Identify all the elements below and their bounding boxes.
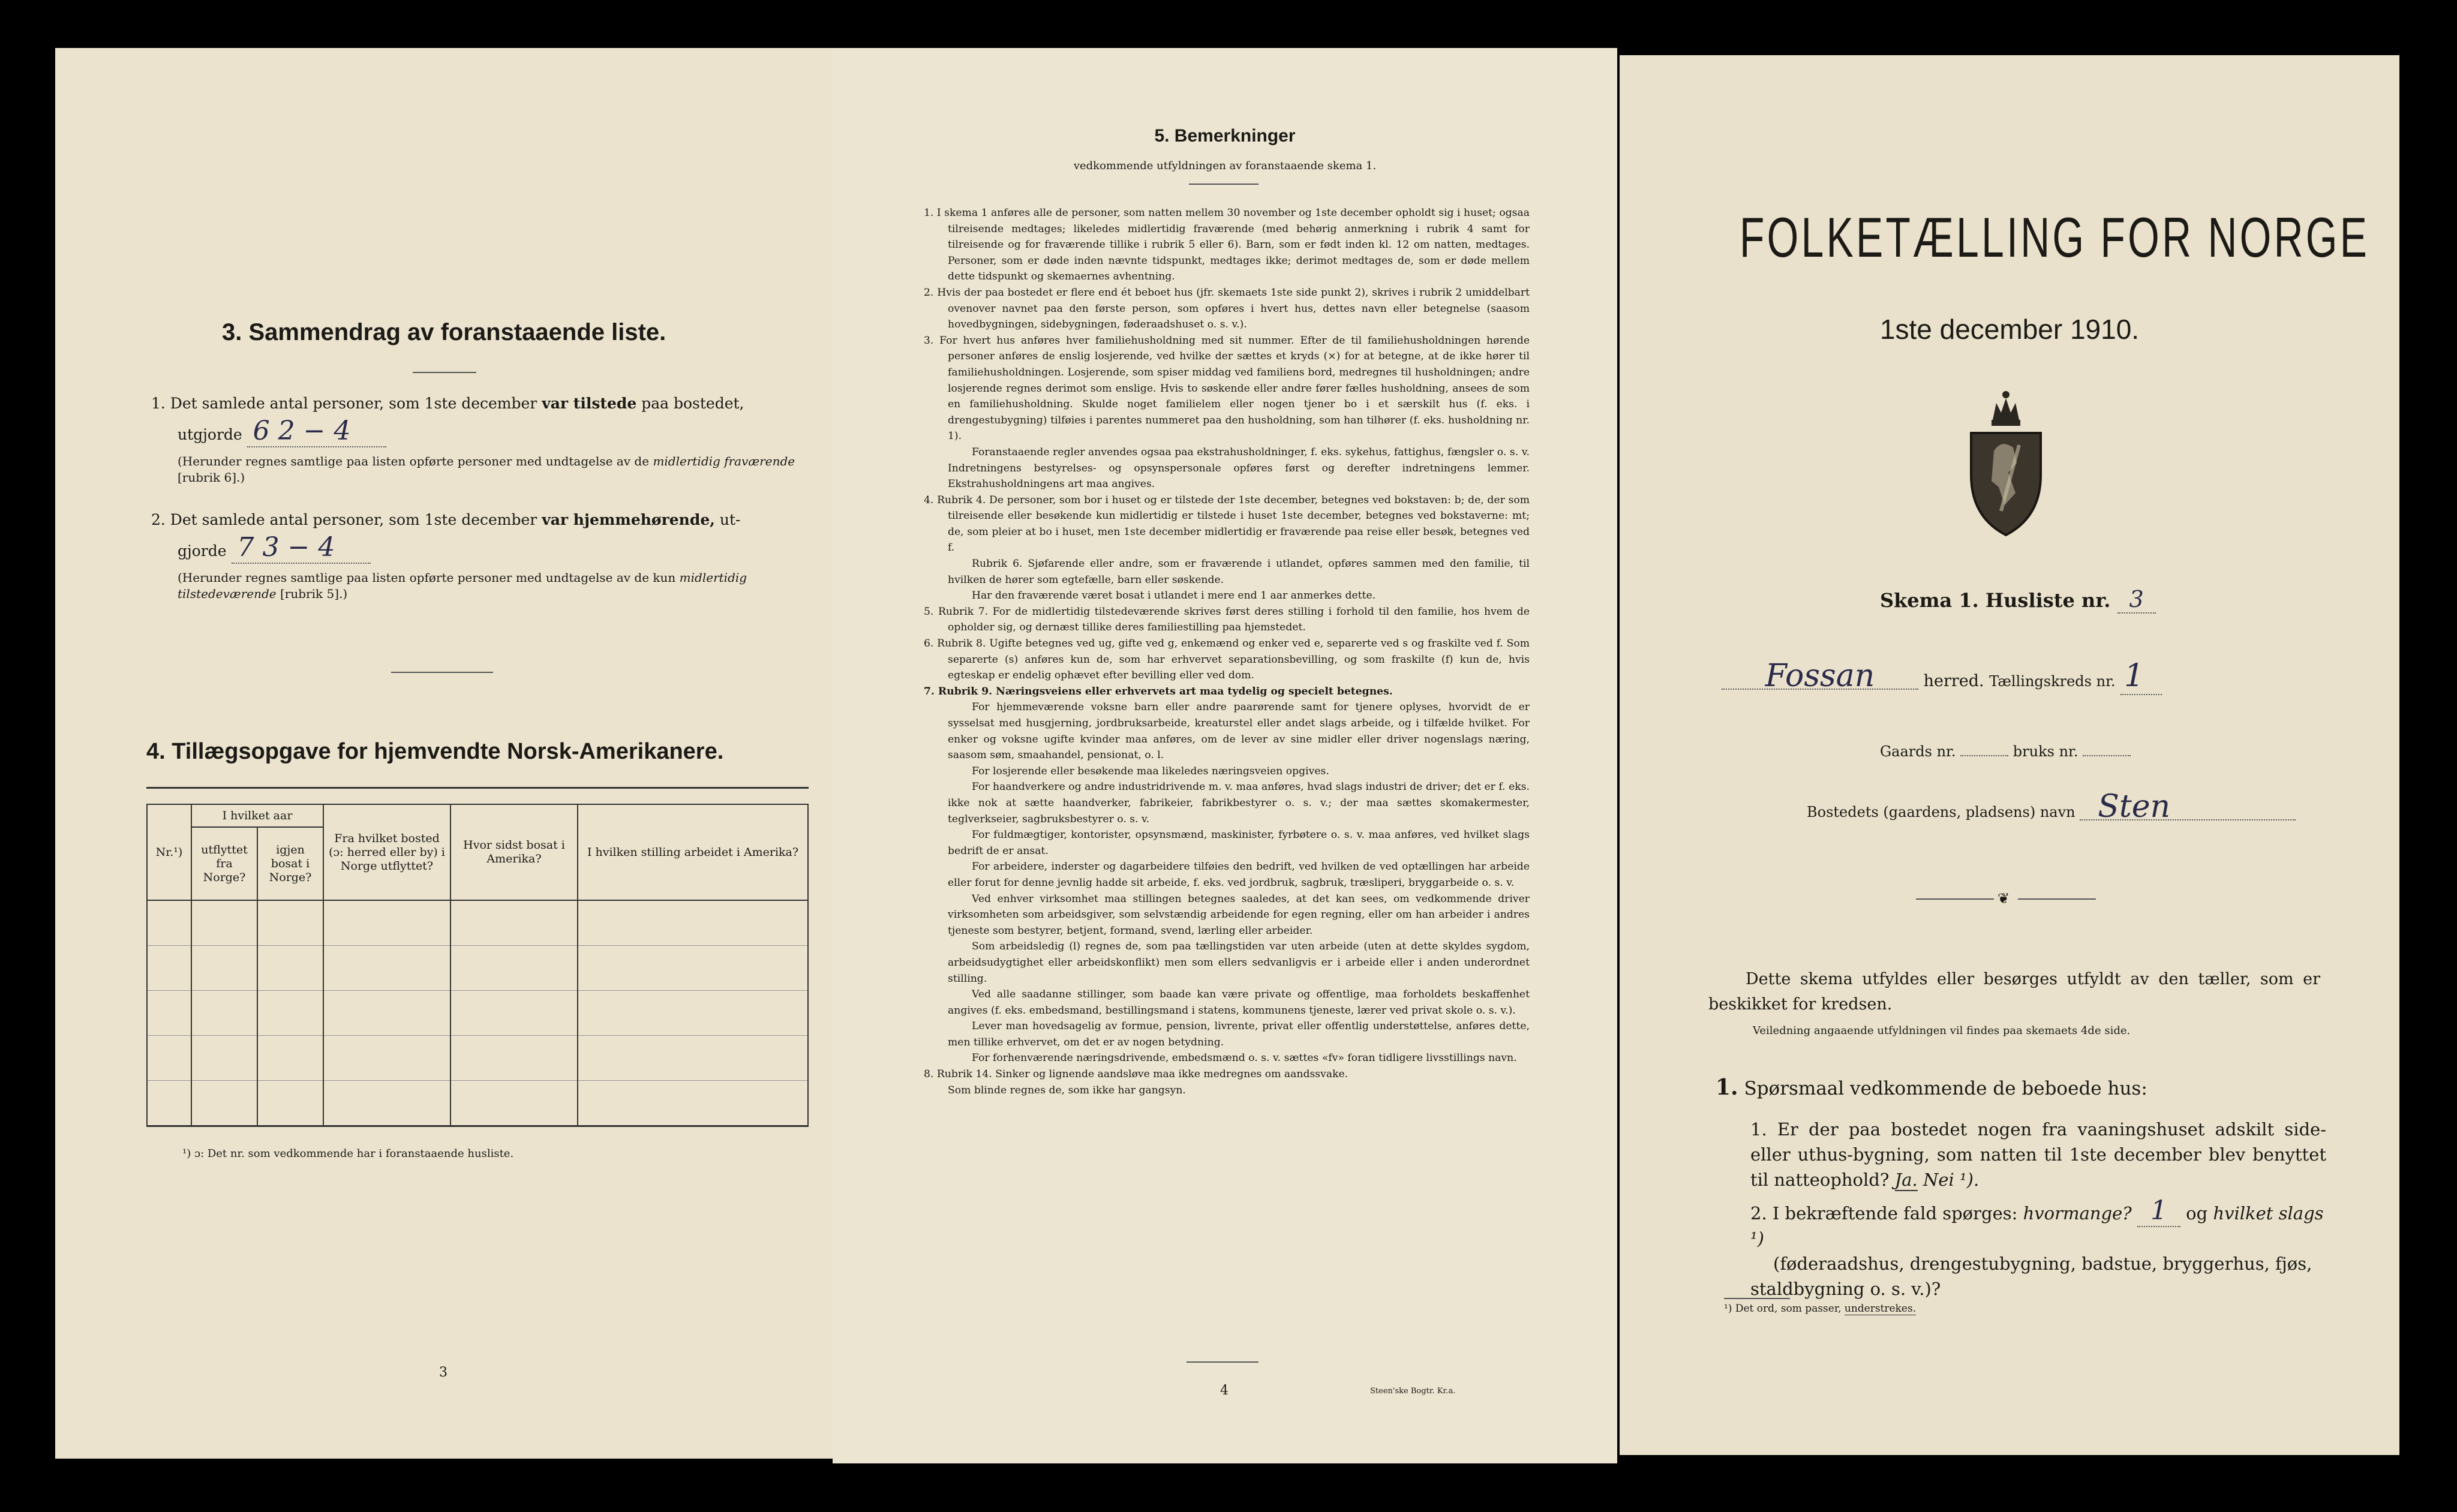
question-2-slags: hvilket slags ¹) — [1750, 1203, 2324, 1249]
kreds-label: Tællingskreds nr. — [1989, 673, 2116, 690]
intro-text: Dette skema utfyldes eller besørges utfyldt av den tæller, som er beskikket for kredsen. — [1708, 970, 2320, 1014]
item-bold: var hjemmehørende, — [542, 511, 715, 528]
remark-4b: Rubrik 6. Sjøfarende eller andre, som er fraværende i utlandet, opføres sammen med den familie, til hvilken de hører som egtefælle, barn eller søskende. — [948, 558, 1530, 586]
remark-6: 6. Rubrik 8. Ugifte betegnes ved ug, gifte ved g, enkemænd og enker ved e, separerte ved s og fraskilte ved f. Som separerte (s) anføres kun de, som har erhvervet separationsbevilling, og som fraskilte (f) kun de, hvis egteskap er endelig ophævet efter bevilling eller ved dom. — [924, 638, 1530, 682]
divider — [1916, 898, 1994, 900]
section4-heading: 4. Tillægsopgave for hjemvendte Norsk-Amerikanere. — [146, 739, 724, 764]
footnote-underlined: understrekes. — [1844, 1303, 1917, 1315]
table-row — [147, 991, 808, 1036]
cover-title: FOLKETÆLLING FOR NORGE — [1740, 206, 2370, 269]
note-text: [rubrik 5].) — [280, 587, 348, 601]
divider — [391, 672, 493, 673]
question-1-text: 1. Er der paa bostedet nogen fra vaaningshuset adskilt side- eller uthus-bygning, som natten til 1ste december blev benyttet til natteophold? — [1750, 1119, 2326, 1190]
col-stilling: I hvilken stilling arbeidet i Amerika? — [578, 804, 808, 900]
remark-8: 8. Rubrik 14. Sinker og lignende aandsløve maa ikke medregnes om aandssvake. — [924, 1068, 1348, 1081]
section3-heading: 3. Sammendrag av foranstaaende liste. — [222, 319, 666, 345]
col-group-year: I hvilket aar — [191, 804, 323, 827]
remark-8b: Som blinde regnes de, som ikke har gangsyn. — [948, 1084, 1186, 1096]
footnote-text: ¹) Det ord, som passer, — [1724, 1303, 1842, 1315]
norsk-amerikanere-table — [146, 804, 809, 1127]
summary-item-1 — [151, 391, 811, 416]
summary-item-2 — [151, 507, 811, 533]
remark-7d: For haandverkere og andre industridrivende m. v. maa anføres, hvad slags industri de driver; det er f. eks. ikke nok at sætte haandverker, fabrikeier, fabrikbestyrer o. s. v.; der maa sættes skomakermester, teglverkseier, sagbruksbestyrer o. s. v. — [948, 781, 1530, 825]
summary-item-1-utgjorde — [178, 416, 386, 447]
gaard-label: Gaards nr. — [1880, 743, 1956, 760]
remark-7k: For forhenværende næringsdrivende, embedsmænd o. s. v. sættes «fv» foran tidligere livsstillings navn. — [972, 1052, 1517, 1065]
remark-4c: Har den fraværende været bosat i utlandet i mere end 1 aar anmerkes dette. — [972, 590, 1376, 602]
summary-item-1-note — [178, 453, 813, 486]
divider — [2018, 898, 2096, 900]
middle-page — [833, 48, 1617, 1463]
bosted-label: Bostedets (gaardens, pladsens) navn — [1807, 804, 2075, 820]
cover-page — [1620, 55, 2399, 1455]
remark-3: 3. For hvert hus anføres hver familiehusholdning med sit nummer. Efter de til familiehusholdningen hørende personer anføres de enslig losjerende, ved hvilke der sættes et kryds (×) for at betegne, at de ikke hører til familiehusholdningen. Losjerende, som spiser middag ved familiens bord, medregnes til husholdningen; andre losjerende regnes derimot som enslige. Hvis to søskende eller andre fører fælles husholdning, ansees de som en familiehusholdning. Skulde noget familielem eller nogen tjener bo i et særskilt hus (f. eks. i drengestubygning) tilføies i parentes nummeret paa den husholdning, som han tilhører (f. eks. husholdning nr. 1). — [924, 334, 1530, 443]
question-2 — [1750, 1195, 2326, 1301]
item-text: paa bostedet, — [641, 395, 744, 412]
remark-7e: For fuldmægtiger, kontorister, opsynsmænd, maskinister, fyrbøtere o. s. v. maa anføres, ved hvilket slags bedrift de er ansat. — [948, 829, 1530, 857]
veiledning-text: Veiledning angaaende utfyldningen vil findes paa skemaets 4de side. — [1753, 1024, 2131, 1037]
questions-heading — [1716, 1075, 2147, 1101]
printer-imprint: Steen'ske Bogtr. Kr.a. — [1370, 1387, 1456, 1396]
questions-heading-text: Spørsmaal vedkommende de beboede hus: — [1744, 1078, 2147, 1099]
item-bold: var tilstede — [542, 395, 637, 412]
col-hvor: Hvor sidst bosat i Amerika? — [450, 804, 578, 900]
divider — [413, 372, 476, 373]
remark-4: 4. Rubrik 4. De personer, som bor i huset og er tilstede der 1ste december, betegnes ved bokstaven: b; de, der som tilreisende eller besøkende kun midlertidig er tilstede i huset 1ste december, betegnes ved bokstaverne: mt; de, som pleier at bo i huset, men 1ste december midlertidig er fraværende paa reise eller besøk, betegnes ved f. — [924, 494, 1530, 554]
table-top-rule — [146, 787, 809, 789]
question-2-og: og — [2186, 1203, 2208, 1224]
divider — [1724, 1298, 1790, 1299]
note-text: [rubrik 6].) — [178, 470, 245, 485]
col-fra: Fra hvilket bosted (ɔ: herred eller by) i Norge utflyttet? — [323, 804, 450, 900]
bruk-label: bruks nr. — [2013, 743, 2078, 760]
resident-count-value: 7 3 − 4 — [232, 532, 371, 564]
remarks-body — [924, 205, 1530, 1098]
remark-3b: Foranstaaende regler anvendes ogsaa paa ekstrahusholdninger, f. eks. sykehus, fattighus, fængsler o. s. v. Indretningens bestyrelses- og opsynspersonale opføres først og derefter indretningens lemmer. Ekstrahusholdningens art maa angives. — [948, 446, 1530, 491]
answer-ja: Ja. — [1894, 1170, 1918, 1190]
utgjorde-label: gjorde — [178, 542, 227, 560]
table-row — [147, 946, 808, 991]
question-1 — [1750, 1117, 2326, 1192]
table-row — [147, 900, 808, 946]
item-text: 2. Det samlede antal personer, som 1ste december — [151, 511, 537, 528]
item-text: 1. Det samlede antal personer, som 1ste december — [151, 395, 537, 412]
herred-value: Fossan — [1722, 663, 1918, 690]
note-text: (Herunder regnes samtlige paa listen opførte personer med undtagelse av de kun — [178, 570, 676, 585]
answer-nei: Nei ¹). — [1923, 1170, 1980, 1190]
questions-heading-number: 1. — [1716, 1075, 1738, 1100]
note-italic: midlertidig fraværende — [653, 454, 795, 468]
herred-label: herred. — [1923, 672, 1984, 690]
item-text: ut- — [719, 511, 741, 528]
remarks-heading: 5. Bemerkninger — [1154, 126, 1296, 146]
col-utflyttet: utflyttet fra Norge? — [191, 827, 257, 900]
norwegian-coat-of-arms-icon — [1965, 385, 2047, 539]
divider — [1189, 184, 1258, 185]
gaard-line — [1880, 739, 2131, 764]
remark-1: 1. I skema 1 anføres alle de personer, som natten mellem 30 november og 1ste december opholdt sig i huset; ogsaa tilreisende medtages; likeledes midlertidig fraværende (med behørig anmerkning i rubrik 4 samt for tilreisende og for fraværende tillike i rubrik 5 eller 6). Barn, som er født inden kl. 12 om natten, medtages. Personer, som er døde inden nævnte tidspunkt, medtages ikke; derimot medtages de, som er døde mellem dette tidspunkt og skemaernes avhentning. — [924, 207, 1530, 283]
left-page — [55, 48, 833, 1459]
remark-7f: For arbeidere, inderster og dagarbeidere tilføies den bedrift, ved hvilken de ved optællingen har arbeide eller forut for denne jevnlig hadde sit arbeide, f. eks. ved jordbruk, sagbruk, træsliperi, bryggarbeide o. s. v. — [948, 861, 1530, 889]
remark-7: 7. Rubrik 9. Næringsveiens eller erhvervets art maa tydelig og specielt betegnes. — [924, 685, 1393, 698]
question-2-hvormange: hvormange? — [2023, 1203, 2132, 1224]
question-2-value: 1 — [2137, 1195, 2180, 1227]
col-igjen: igjen bosat i Norge? — [257, 827, 323, 900]
herred-line — [1722, 658, 2339, 694]
table-row — [147, 1081, 808, 1126]
question-2-text: 2. I bekræftende fald spørges: — [1750, 1203, 2018, 1224]
census-date: 1ste december 1910. — [1879, 314, 2140, 345]
present-count-value: 6 2 − 4 — [247, 416, 387, 447]
page-number: 3 — [439, 1365, 447, 1380]
remark-2: 2. Hvis der paa bostedet er flere end ét beboet hus (jfr. skemaets 1ste side punkt 2), skrives i rubrik 2 umiddelbart ovenover navnet paa den første person, som opføres i hvert hus, dettes navn eller betegnelse (saasom hovedbygningen, sidebygningen, føderaadshuset o. s. v.). — [924, 286, 1530, 331]
page-number: 4 — [1220, 1383, 1228, 1398]
utgjorde-label: utgjorde — [178, 426, 242, 443]
remark-5: 5. Rubrik 7. For de midlertidig tilstedeværende skrives først deres stilling i forhold til den familie, hos hvem de opholder sig, og dernæst tillike deres familiestilling paa hjemstedet. — [924, 605, 1530, 634]
husliste-number: 3 — [2117, 586, 2156, 614]
schema-text: Skema 1. Husliste nr. — [1880, 589, 2111, 612]
ornament-icon: ❦ — [1998, 890, 2010, 907]
remarks-subheading: vedkommende utfyldningen av foranstaaende skema 1. — [1073, 160, 1377, 172]
remark-7h: Som arbeidsledig (l) regnes de, som paa tællingstiden var uten arbeide (uten at dette skyldes sygdom, arbeidsudygtighet eller arbeidskonflikt) men som ellers sedvanligvis er i arbeide eller i anden underordnet stilling. — [948, 940, 1530, 985]
bosted-line — [1807, 789, 2296, 825]
col-nr: Nr.¹) — [147, 804, 191, 900]
question-2-options: (føderaadshus, drengestubygning, badstue, bryggerhus, fjøs, staldbygning o. s. v.)? — [1750, 1254, 2312, 1299]
bosted-value: Sten — [2080, 794, 2296, 820]
note-italic: midlertidig tilstedeværende — [178, 570, 747, 601]
summary-item-2-note — [178, 570, 813, 602]
table-footnote: ¹) ɔ: Det nr. som vedkommende har i foranstaaende husliste. — [182, 1147, 514, 1160]
note-text: (Herunder regnes samtlige paa listen opførte personer med undtagelse av de — [178, 454, 650, 468]
cover-footnote — [1724, 1303, 1916, 1315]
remark-7c: For losjerende eller besøkende maa likeledes næringsveien opgives. — [972, 765, 1329, 777]
divider — [1187, 1361, 1258, 1363]
summary-item-2-utgjorde — [178, 532, 371, 564]
schema-label — [1880, 587, 2156, 613]
kreds-value: 1 — [2120, 658, 2162, 695]
remark-7j: Lever man hovedsagelig av formue, pension, livrente, privat eller offentlig understøttelse, anføres dette, men tillike erhvervet, om det er av nogen betydning. — [948, 1020, 1530, 1048]
remark-7i: Ved alle saadanne stillinger, som baade kan være private og offentlige, maa forholdets beskaffenhet angives (f. eks. embedsmand, bestillingsmand i statens, kommunens tjeneste, lærer ved privat skole o. s. v.). — [948, 988, 1530, 1017]
remark-7g: Ved enhver virksomhet maa stillingen betegnes saaledes, at det kan sees, om vedkommende driver virksomheten som arbeidsgiver, som selvstændig arbeidende for egen regning, eller om han arbeider i andres tjeneste som bestyrer, betjent, formand, svend, lærling eller arbeider. — [948, 892, 1530, 937]
remark-7b: For hjemmeværende voksne barn eller andre paarørende samt for tjenere oplyses, hvorvidt de er sysselsat med husgjerning, jordbruksarbeide, kreaturstel eller andet slags arbeide, og i tilfælde hvilket. For enker og voksne ugifte kvinder maa anføres, om de lever av sine midler eller driver nogenslags næring, saasom søm, smaahandel, pensionat, o. l. — [948, 701, 1530, 762]
table-row — [147, 1036, 808, 1081]
